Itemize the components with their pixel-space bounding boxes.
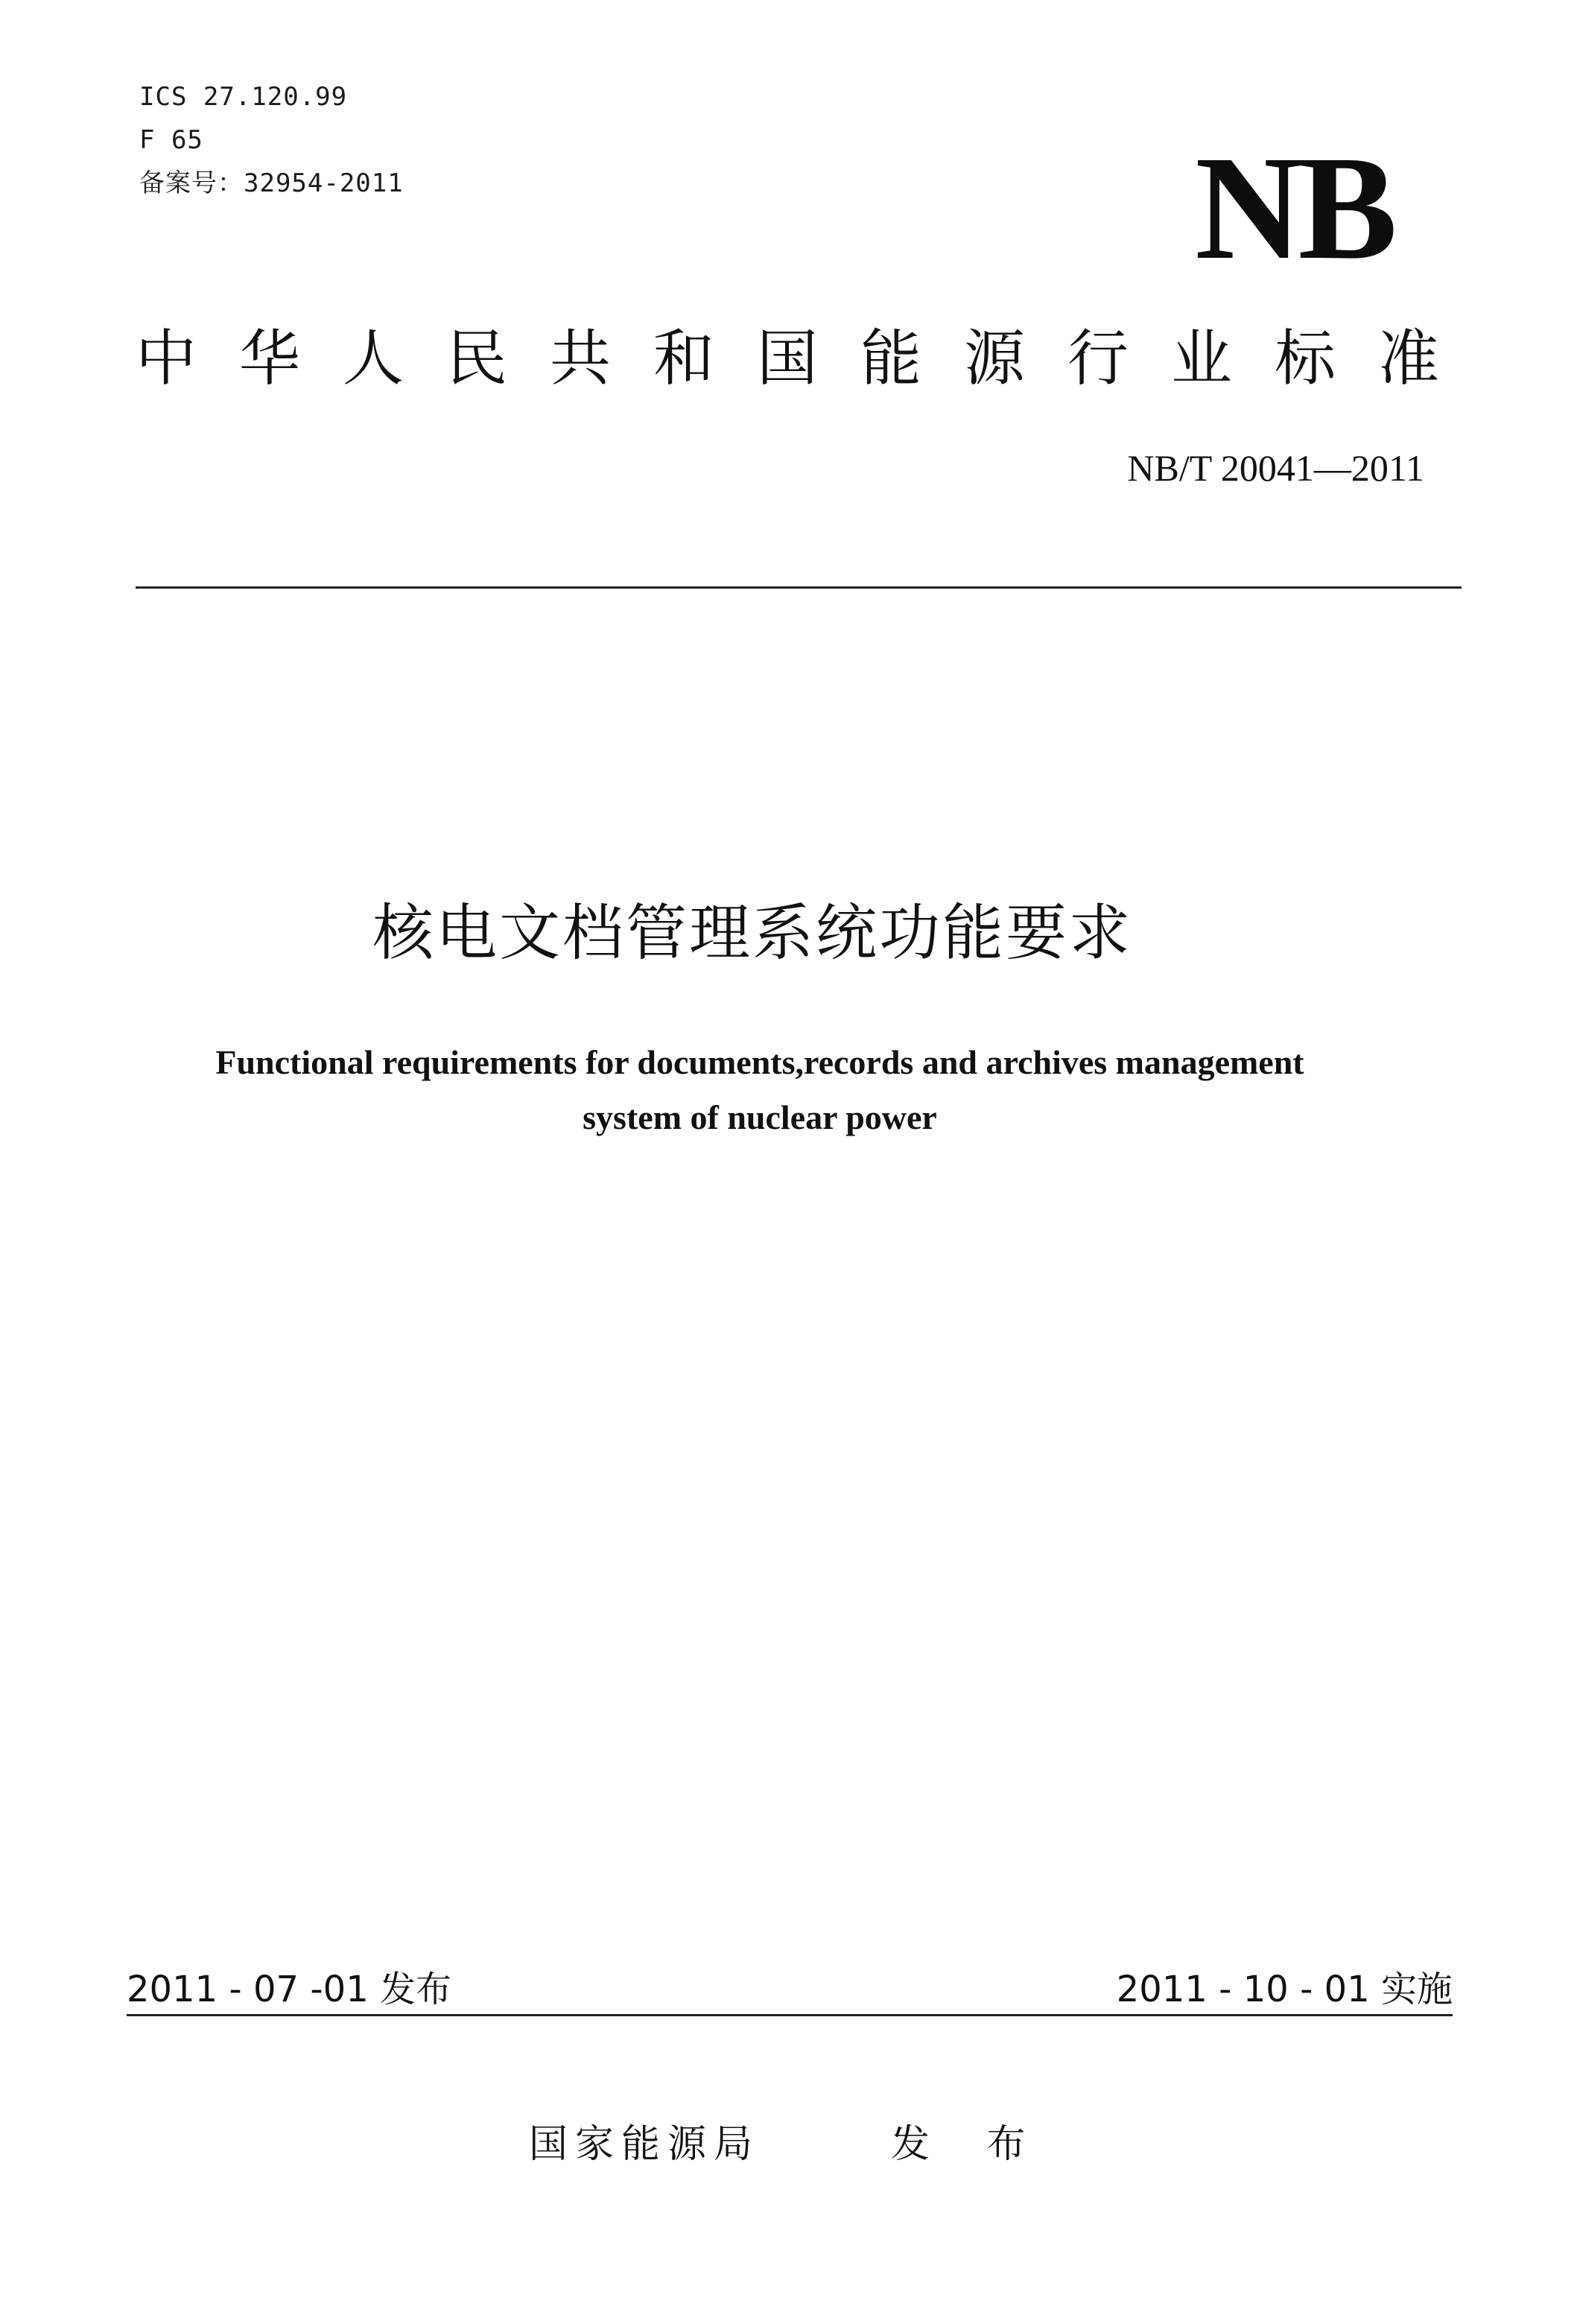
- record-number: 备案号：32954-2011: [139, 168, 404, 198]
- implementation-date: 2011 - 10 - 01 实施: [1116, 1969, 1453, 2010]
- document-title-english-line2: system of nuclear power: [583, 1098, 937, 1136]
- clc-code: F 65: [139, 125, 203, 155]
- publish-label: 发 布: [891, 2122, 1048, 2167]
- standard-category-title: 中华人民共和国能源行业标准: [136, 323, 1482, 394]
- document-title-chinese: 核电文档管理系统功能要求: [372, 898, 1132, 969]
- issue-date: 2011 - 07 -01 发布: [127, 1969, 451, 2010]
- document-title-english-line1: Functional requirements for documents,records and archives management: [215, 1043, 1304, 1081]
- publisher-name: 国家能源局: [529, 2122, 761, 2167]
- nb-logo: NB: [1195, 126, 1393, 291]
- header-divider: [136, 586, 1462, 589]
- standard-number: NB/T 20041—2011: [1127, 447, 1424, 489]
- ics-code: ICS 27.120.99: [139, 82, 348, 112]
- footer-divider: [127, 2014, 1453, 2016]
